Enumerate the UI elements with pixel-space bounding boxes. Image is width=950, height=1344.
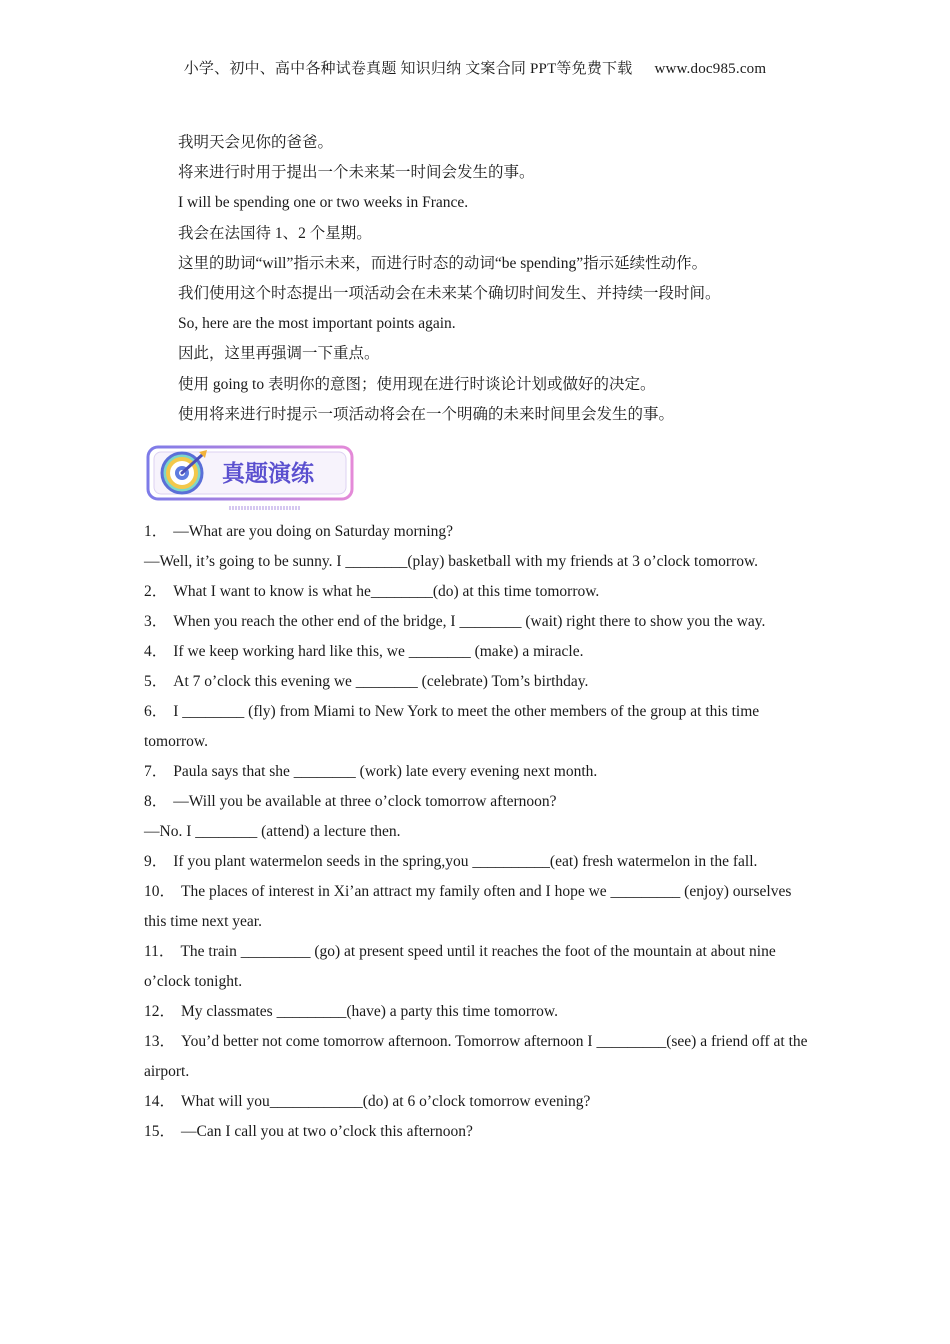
section-title: 真题演练 <box>222 461 314 487</box>
question-item <box>144 1117 809 1147</box>
question-text: Paula says that she ________ (work) late every evening next month. <box>173 763 598 780</box>
question-item <box>144 547 809 577</box>
question-item <box>144 1087 809 1117</box>
question-text: What will you____________(do) at 6 o’clock tomorrow evening? <box>181 1093 591 1110</box>
header-site: www.doc985.com <box>654 61 767 77</box>
question-item <box>144 697 809 757</box>
note-line: 使用将来进行时提示一项活动将会在一个明确的未来时间里会发生的事。 <box>178 405 675 423</box>
question-number: 15． <box>144 1123 176 1140</box>
note-line: 我们使用这个时态提出一项活动会在未来某个确切时间发生、并持续一段时间。 <box>178 284 721 302</box>
note-line: 我会在法国待 1、2 个星期。 <box>178 224 372 242</box>
question-number: 9． <box>144 853 168 870</box>
question-number: 12． <box>144 1003 176 1020</box>
notes-block <box>178 128 838 430</box>
question-text: My classmates _________(have) a party this time tomorrow. <box>181 1003 558 1020</box>
question-number: 13． <box>144 1033 176 1050</box>
question-text: The train _________ (go) at present speed until it reaches the foot of the mountain at about nine o’clock tonight. <box>144 943 776 990</box>
question-item <box>144 667 809 697</box>
question-item <box>144 757 809 787</box>
note-line: 因此，这里再强调一下重点。 <box>178 345 380 363</box>
question-text: When you reach the other end of the bridge, I ________ (wait) right there to show you the way. <box>173 613 766 630</box>
question-number: 2． <box>144 583 168 600</box>
question-text: —Can I call you at two o’clock this afternoon? <box>181 1123 473 1140</box>
question-number: 7． <box>144 763 168 780</box>
question-item <box>144 517 809 547</box>
question-text: If you plant watermelon seeds in the spring,you __________(eat) fresh watermelon in the fall. <box>173 853 758 870</box>
section-banner <box>144 444 356 514</box>
banner-frame <box>144 444 356 514</box>
question-item <box>144 577 809 607</box>
question-item <box>144 787 809 817</box>
question-number: 14． <box>144 1093 176 1110</box>
question-text: You’d better not come tomorrow afternoon. Tomorrow afternoon I _________(see) a friend off at the airport. <box>144 1033 808 1080</box>
question-list <box>144 517 809 1147</box>
question-item <box>144 607 809 637</box>
question-item <box>144 817 809 847</box>
header-text: 小学、初中、高中各种试卷真题 知识归纳 文案合同 PPT等免费下载 <box>183 61 633 77</box>
question-number: 5． <box>144 673 168 690</box>
question-number: 6． <box>144 703 168 720</box>
note-line: 这里的助词“will”指示未来，而进行时态的动词“be spending”指示延续性动作。 <box>178 254 708 272</box>
question-text: The places of interest in Xi’an attract my family often and I hope we _________ (enjoy) ourselves this time next year. <box>144 883 792 930</box>
question-item <box>144 997 809 1027</box>
question-text: —Will you be available at three o’clock tomorrow afternoon? <box>173 793 557 810</box>
note-line: So, here are the most important points again. <box>178 315 456 333</box>
note-line: 将来进行时用于提出一个未来某一时间会发生的事。 <box>178 164 535 182</box>
question-item <box>144 847 809 877</box>
question-number: 4． <box>144 643 168 660</box>
note-line: 使用 going to 表明你的意图；使用现在进行时谈论计划或做好的决定。 <box>178 375 656 393</box>
question-number: 11． <box>144 943 175 960</box>
question-text: If we keep working hard like this, we ________ (make) a miracle. <box>173 643 584 660</box>
note-line: 我明天会见你的爸爸。 <box>178 134 334 151</box>
question-text: What I want to know is what he________(do) at this time tomorrow. <box>173 583 600 600</box>
question-text: At 7 o’clock this evening we ________ (celebrate) Tom’s birthday. <box>173 673 589 690</box>
question-number: 1． <box>144 523 168 540</box>
question-number: 8． <box>144 793 168 810</box>
question-text: —Well, it’s going to be sunny. I ________(play) basketball with my friends at 3 o’clock tomorrow. <box>144 553 759 570</box>
question-text: I ________ (fly) from Miami to New York to meet the other members of the group at this time tomorrow. <box>144 703 760 750</box>
question-number: 3． <box>144 613 168 630</box>
question-item <box>144 877 809 937</box>
question-number: 10． <box>144 883 176 900</box>
question-text: —What are you doing on Saturday morning? <box>173 523 454 540</box>
note-line: I will be spending one or two weeks in France. <box>178 194 469 212</box>
page-header <box>0 57 950 78</box>
question-text: —No. I ________ (attend) a lecture then. <box>144 823 401 840</box>
question-item <box>144 1027 809 1087</box>
question-item <box>144 637 809 667</box>
question-item <box>144 937 809 997</box>
